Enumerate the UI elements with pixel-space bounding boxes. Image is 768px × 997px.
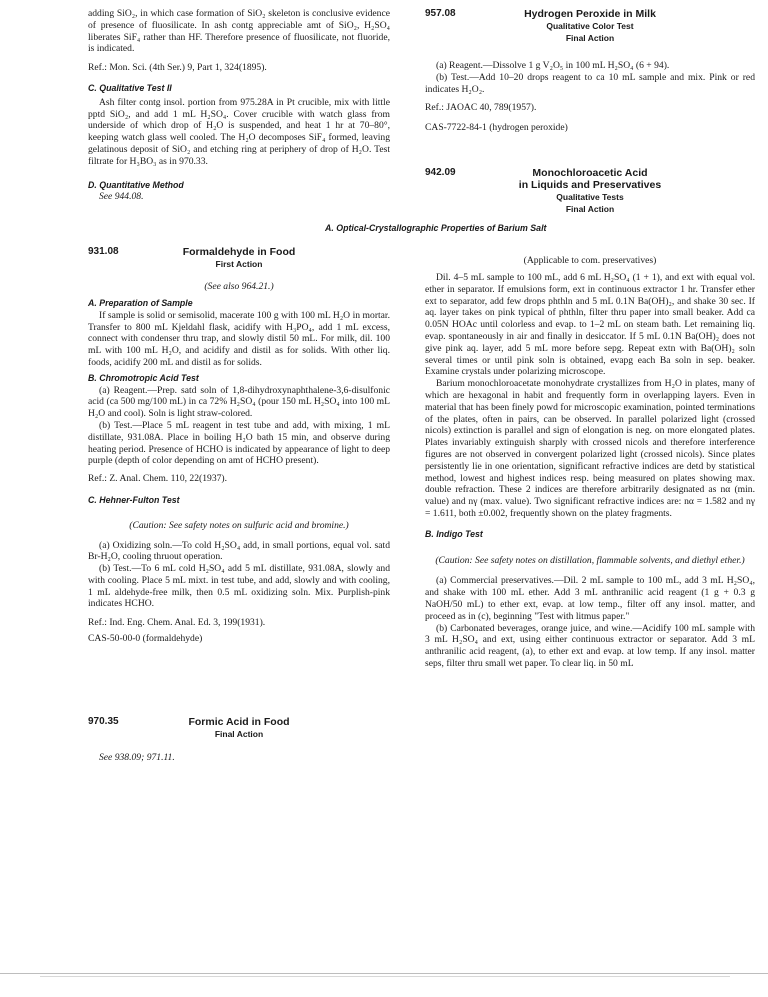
section-body: See 944.08. (99, 191, 144, 203)
paragraph: (b) Carbonated beverages, orange juice, and wine.—Acidify 100 mL sample with 3 mL H₂SO₄ and ext, using either continuous extractor or separator. Add 3 mL anthranilic acid reagent, (a), to ether ext and evap. at low temp. If any insol. matter seps, filter thru small wet paper. To clear liq. in 50 mL (425, 622, 755, 669)
method-title: Formic Acid in Food (188, 715, 290, 728)
section-heading: C. Hehner-Fulton Test (88, 494, 180, 505)
paragraph: (a) Reagent.—Dissolve 1 g V₂O₅ in 100 mL H₂SO₄ (6 + 94). (436, 60, 670, 71)
page-bottom-rule-faint (40, 976, 730, 977)
method-header (425, 8, 755, 44)
paragraph: (b) Test.—Add 10–20 drops reagent to ca 10 mL sample and mix. Pink or red indicates H₂O₂. (425, 71, 755, 95)
see-also-note: (See also 964.21.) (204, 281, 274, 293)
see-also-note: See 938.09; 971.11. (99, 751, 175, 763)
section-heading: B. Chromotropic Acid Test (88, 372, 199, 383)
intro-paragraph: adding SiO₂, in which case formation of SiO₂ skeleton is conclusive evidence of presence of fluosilicate. In ash contg appreciable amt of SiO₂, H₂SO₄ liberates SiF₄ rather than HF. Therefore presence of fluosilicate, not fluoride, is indicated. (88, 8, 390, 55)
method-number: 957.08 (425, 8, 456, 19)
paragraph: Barium monochloroacetate monohydrate crystallizes from H₂O in plates, many of which are hexagonal in habit and frequently form in overlapping layers. Even in material that has been finely powd for microscopic examination, pointed terminations of the plates, often in pairs, can be observed. In parallel polarized light (crossed nicols) extinction is parallel and sign of elongation is neg. on more elongated plates. Plates invariably extinguish sharply with crossed nicols and therefore interference figures are not observed in convergent polarized light (crossed nicols). Since plates persistently lie in one orientation, significant refractive indices are detd by statistical method, lowest and highest indices resp. being measured on plates showing max. double refraction. These 2 indices are therefore arbitrarily designated as nα (min. value) and nγ (max. value). Two significant refractive indices are: nα = 1.582 and nγ = 1.611, both ±0.002, frequently shown on the platey fragments. (425, 378, 755, 520)
left-column (88, 8, 390, 764)
method-number: 970.35 (88, 715, 119, 727)
section-body: Ash filter contg insol. portion from 975.28A in Pt crucible, mix with little pptd SiO₂, and add 1 mL H₂SO₄. Cover crucible with watch glass from underside of which drop of H₂O is suspended, and heat 1 hr at 70–80°, keeping watch glass well cooled. The H₂O decomposes SiF₄ formed, leaving gelatinous deposit of SiO₂ and etching ring at periphery of drop of H₂O. Test filtrate for H₃BO₃ as in 970.33. (88, 96, 390, 167)
section-heading: A. Optical-Crystallographic Properties of Barium Salt (325, 223, 547, 234)
method-number: 931.08 (88, 246, 119, 258)
right-column (325, 8, 755, 670)
method-subtitle: Qualitative Color Test (546, 21, 634, 31)
paragraph: Dil. 4–5 mL sample to 100 mL, add 6 mL H₂SO₄ (1 + 1), and ext with equal vol. ether in separator. If emulsions form, ext in continuous extractor 1 hr. Transfer ether ext to separator, add few drops phthln and 5 mL 0.1N Ba(OH)₂, and shake 30 sec. If aq. layer takes on pink typical of phthln, filter thru paper into small beaker. Add ca 0.05N HOAc until colorless and evap. to 1–2 mL on steam bath. Let remaining liq. evap. spontaneously in air and finally in desiccator. If 5 mL 0.1N Ba(OH)₂ does not give pink aq. layer, add 5 mL more before sepg. Repeat extn with Ba(OH)₂ soln several times or until pink soln is obtained, evapg each Ba soln in sep. beaker. Examine crystals under polarizing microscope. (425, 272, 755, 378)
method-title-line2: in Liquids and Preservatives (518, 178, 662, 191)
section-heading: C. Qualitative Test II (88, 82, 172, 93)
cas-line: CAS-50-00-0 (formaldehyde) (88, 633, 203, 645)
cas-line: CAS-7722-84-1 (hydrogen peroxide) (425, 122, 568, 134)
caution-note: (Caution: See safety notes on sulfuric acid and bromine.) (129, 519, 349, 531)
applicability-note: (Applicable to com. preservatives) (523, 255, 657, 267)
reference-line: Ref.: Ind. Eng. Chem. Anal. Ed. 3, 199(1931). (88, 617, 266, 629)
method-header (88, 246, 390, 270)
page-bottom-rule (0, 973, 768, 974)
section-heading: A. Preparation of Sample (88, 297, 193, 308)
paragraph: (a) Commercial preservatives.—Dil. 2 mL sample to 100 mL, add 3 mL H₂SO₄, and shake with 100 mL ether. Add 3 mL anthranilic acid reagent (1 g + 0.3 g NaOH/50 mL) to ether ext, evap. at low temp., filter off any insol. matter, and proceed as in (c), beginning "Test with litmus paper." (425, 575, 755, 622)
paragraph: (a) Oxidizing soln.—To cold H₂SO₄ add, in small portions, equal vol. satd Br-H₂O, cooling thruout operation. (88, 539, 390, 563)
section-body: If sample is solid or semisolid, macerate 100 g with 100 mL H₂O in mortar. Transfer to 800 mL Kjeldahl flask, acidify with H₃PO₄, add 1 mL excess, connect with condenser thru trap, and slowly distil 50 mL. For milk, dil. 100 mL with 100 mL H₂O, and acidify and distil as for solids. With other liq. foods, acidify 200 mL and distil as for solids. (88, 309, 390, 368)
method-number: 942.09 (425, 166, 456, 178)
method-header (425, 167, 755, 216)
paragraph: (b) Test.—Place 5 mL reagent in test tube and add, with mixing, 1 mL distillate, 931.08A. Place in boiling H₂O bath 15 min, and observe during heating period. Presence of HCHO is indicated by appearance of light to deep purple (depth of color depending on amt of HCHO present). (88, 419, 390, 467)
method-title: Monochloroacetic Acid (532, 166, 648, 179)
method-status: First Action (215, 259, 263, 270)
section-heading: B. Indigo Test (425, 528, 483, 539)
method-title: Formaldehyde in Food (182, 246, 296, 259)
section-heading: D. Quantitative Method (88, 179, 184, 190)
caution-note: (Caution: See safety notes on distillation, flammable solvents, and diethyl ether.) (435, 554, 745, 566)
method-title: Hydrogen Peroxide in Milk (524, 8, 656, 20)
reference-line: Ref.: JAOAC 40, 789(1957). (425, 102, 537, 114)
method-header (88, 716, 390, 740)
paragraph: (a) Reagent.—Prep. satd soln of 1,8-dihydroxynaphthalene-3,6-disulfonic acid (ca 500 mg/100 mL) in ca 72% H₂SO₄ (pour 150 mL H₂SO₄ into 100 mL H₂O and cool). Soln is light straw-colored. (88, 384, 390, 420)
method-status: Final Action (214, 728, 264, 739)
paragraph: (b) Test.—To 6 mL cold H₂SO₄ add 5 mL distillate, 931.08A, slowly and with cooling. Place 5 mL mixt. in test tube, and add, slowly and with cooling, 1 mL aldehyde-free milk, then 0.5 mL oxidizing soln. Mix. Purplish-pink indicates HCHO. (88, 563, 390, 610)
method-status: Final Action (565, 33, 615, 43)
reference-line: Ref.: Z. Anal. Chem. 110, 22(1937). (88, 473, 228, 485)
method-subtitle: Qualitative Tests (556, 192, 624, 203)
method-status: Final Action (565, 204, 615, 215)
reference-line: Ref.: Mon. Sci. (4th Ser.) 9, Part 1, 324(1895). (88, 62, 267, 74)
